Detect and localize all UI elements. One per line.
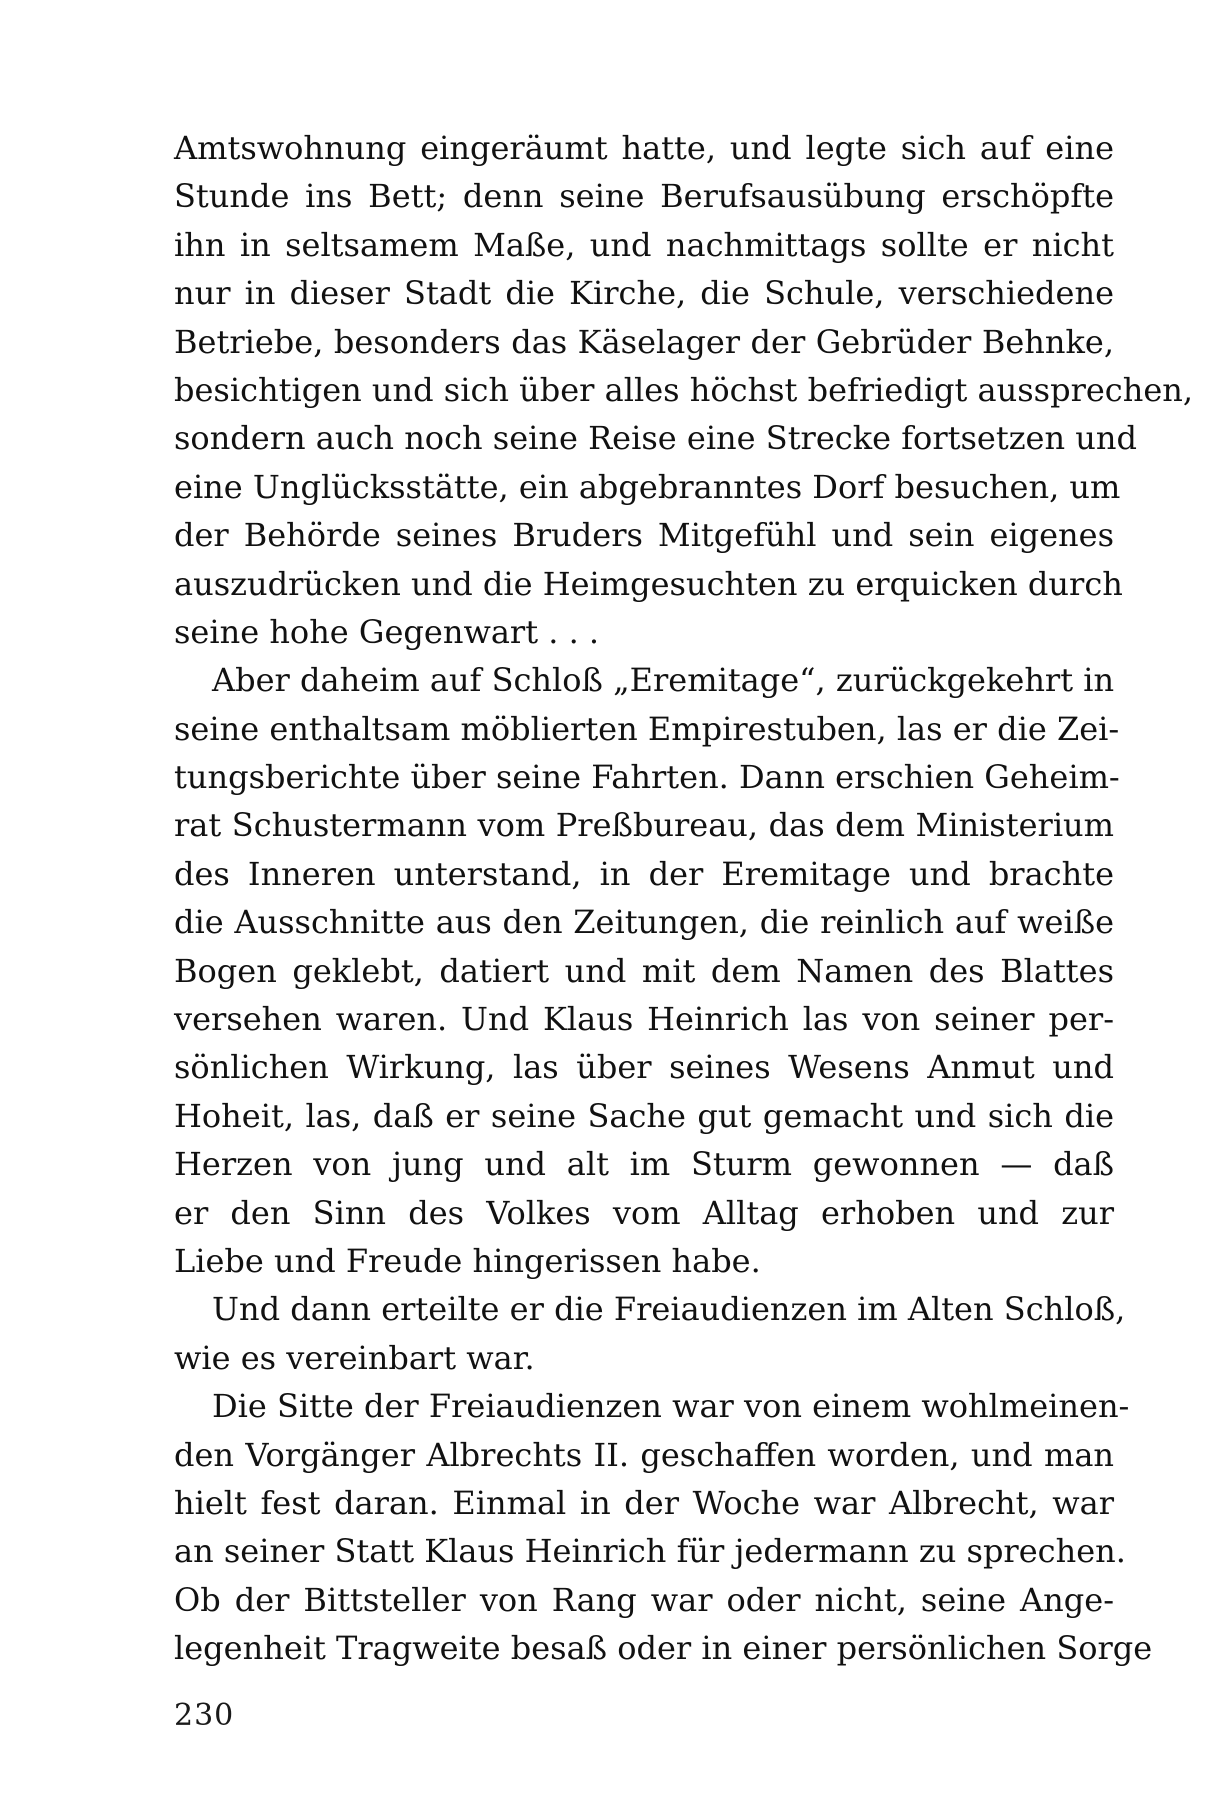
page-number: 230 bbox=[174, 1698, 235, 1733]
text-line: sondern auch noch seine Reise eine Strecke fortsetzen und bbox=[174, 419, 1137, 458]
text-line: auszudrücken und die Heimgesuchten zu erquicken durch bbox=[174, 564, 1123, 603]
text-line: Hoheit, las, daß er seine Sache gut gemacht und sich die bbox=[174, 1096, 1114, 1135]
text-line: Betriebe, besonders das Käselager der Gebrüder Behnke, bbox=[174, 322, 1114, 361]
text-line: rat Schustermann vom Preßbureau, das dem Ministerium bbox=[174, 806, 1114, 845]
text-line: nur in dieser Stadt die Kirche, die Schule, verschiedene bbox=[174, 274, 1114, 313]
paragraph bbox=[174, 656, 1120, 1285]
text-line: seine hohe Gegenwart . . . bbox=[174, 612, 600, 651]
text-line: wie es vereinbart war. bbox=[174, 1338, 535, 1377]
paragraph bbox=[174, 1285, 1126, 1382]
text-line: an seiner Statt Klaus Heinrich für jedermann zu sprechen. bbox=[174, 1532, 1126, 1571]
text-line: Bogen geklebt, datiert und mit dem Namen des Blattes bbox=[174, 951, 1114, 990]
text-line: Aber daheim auf Schloß „Eremitage“, zurückgekehrt in bbox=[212, 661, 1115, 700]
text-line: hielt fest daran. Einmal in der Woche war Albrecht, war bbox=[174, 1483, 1114, 1522]
text-line: eine Unglücksstätte, ein abgebranntes Dorf besuchen, um bbox=[174, 467, 1121, 506]
text-line: Amtswohnung eingeräumt hatte, und legte sich auf eine bbox=[174, 129, 1114, 167]
text-line: Stunde ins Bett; denn seine Berufsausübung erschöpfte bbox=[174, 177, 1114, 216]
text-line: legenheit Tragweite besaß oder in einer persönlichen Sorge bbox=[174, 1629, 1153, 1668]
text-line: ihn in seltsamem Maße, und nachmittags sollte er nicht bbox=[174, 225, 1114, 264]
paragraph bbox=[174, 1382, 1153, 1672]
text-line: seine enthaltsam möblierten Empirestuben, las er die Zei- bbox=[174, 709, 1120, 748]
paragraph bbox=[174, 124, 1194, 656]
text-line: Herzen von jung und alt im Sturm gewonnen — daß bbox=[174, 1145, 1114, 1184]
book-page-text bbox=[174, 124, 1194, 1673]
text-line: den Vorgänger Albrechts II. geschaffen worden, und man bbox=[174, 1435, 1114, 1474]
text-line: Und dann erteilte er die Freiaudienzen im Alten Schloß, bbox=[212, 1290, 1126, 1329]
text-line: der Behörde seines Bruders Mitgefühl und sein eigenes bbox=[174, 516, 1114, 555]
text-line: die Ausschnitte aus den Zeitungen, die reinlich auf weiße bbox=[174, 903, 1114, 942]
text-line: tungsberichte über seine Fahrten. Dann erschien Geheim- bbox=[174, 758, 1120, 797]
text-line: sönlichen Wirkung, las über seines Wesens Anmut und bbox=[174, 1048, 1114, 1087]
text-line: Die Sitte der Freiaudienzen war von einem wohlmeinen- bbox=[212, 1387, 1130, 1426]
text-line: des Inneren unterstand, in der Eremitage und brachte bbox=[174, 854, 1114, 893]
text-line: Liebe und Freude hingerissen habe. bbox=[174, 1241, 761, 1280]
text-line: besichtigen und sich über alles höchst befriedigt aussprechen, bbox=[174, 370, 1194, 409]
text-line: er den Sinn des Volkes vom Alltag erhoben und zur bbox=[174, 1193, 1114, 1232]
text-line: Ob der Bittsteller von Rang war oder nicht, seine Ange- bbox=[174, 1580, 1114, 1619]
text-line: versehen waren. Und Klaus Heinrich las von seiner per- bbox=[174, 1000, 1114, 1039]
